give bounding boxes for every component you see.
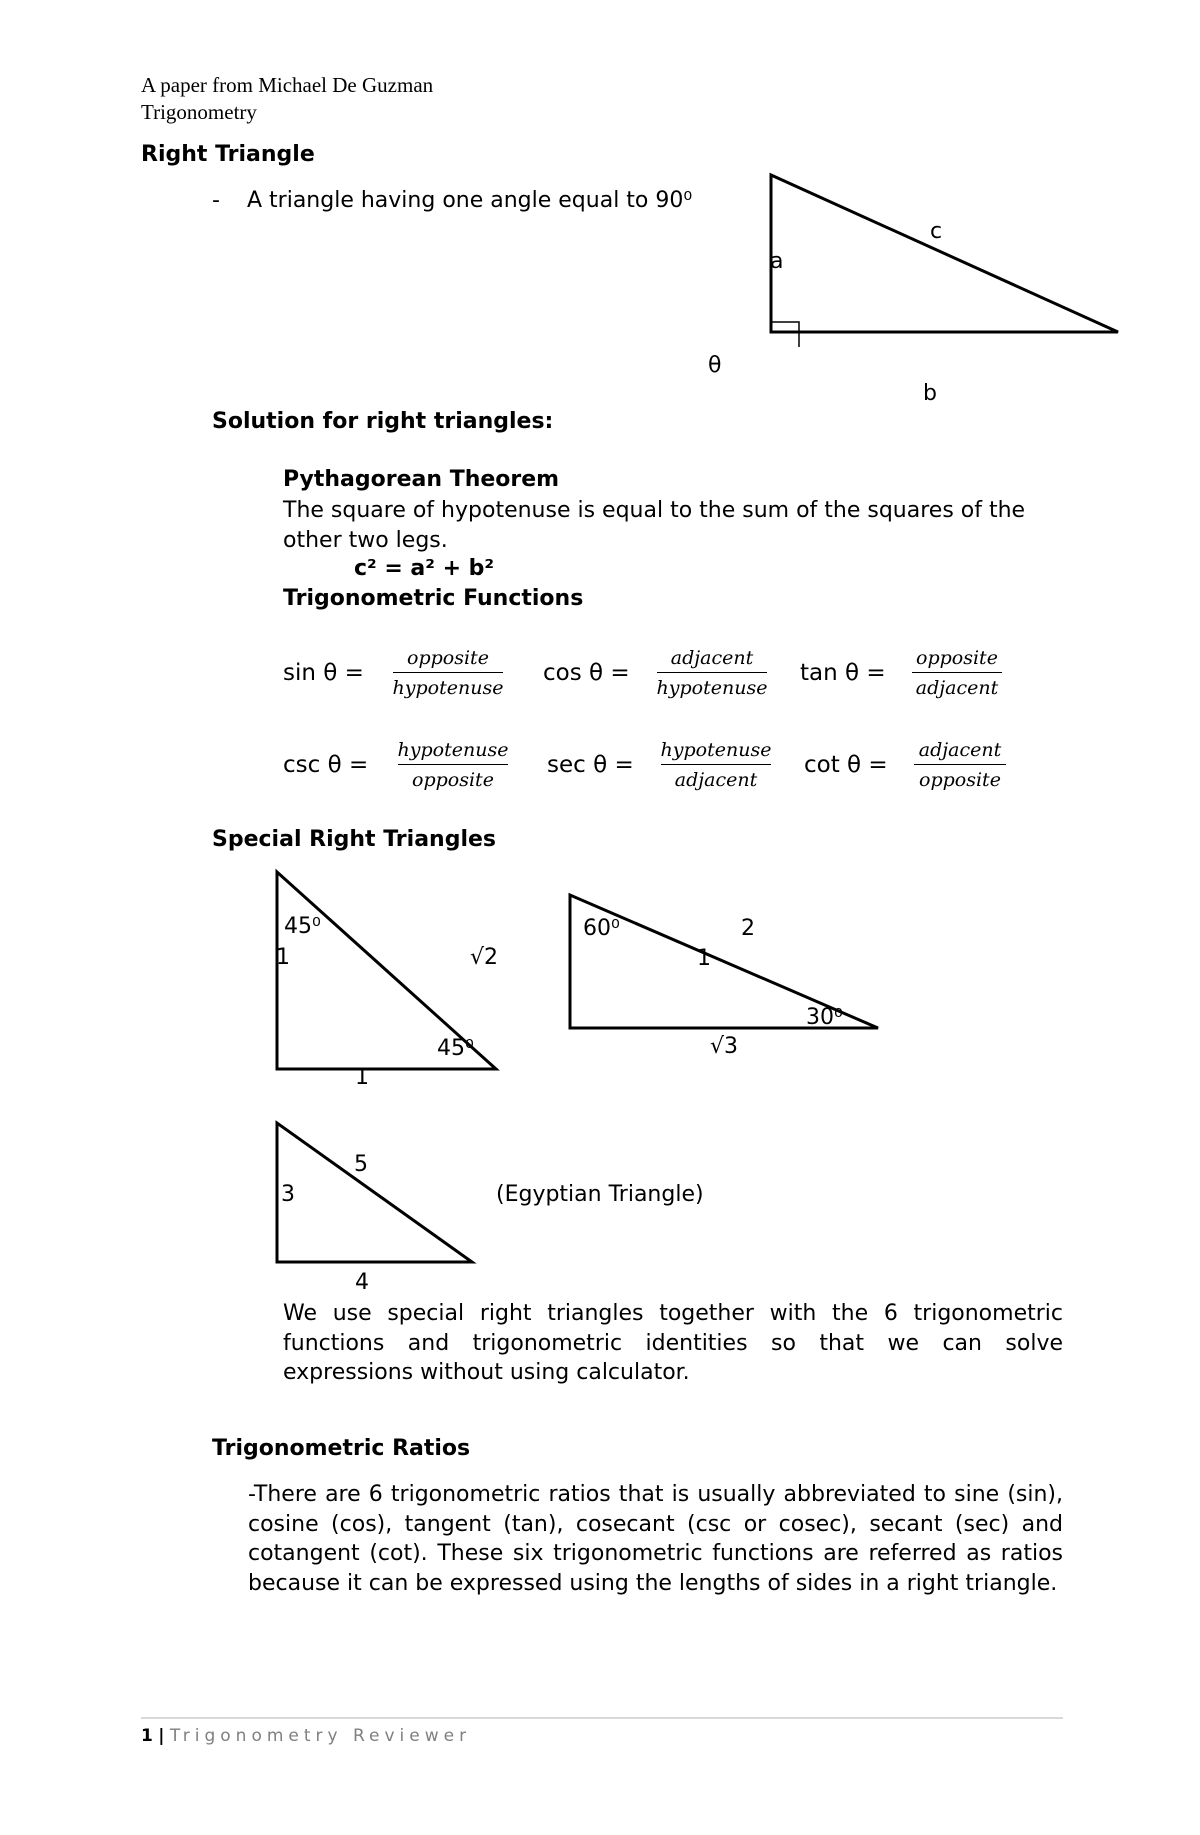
sin-label: sin θ = [283, 660, 364, 686]
egyptian-bottom-side: 4 [355, 1270, 369, 1295]
bullet-dash: - [212, 188, 220, 213]
special-triangles-heading: Special Right Triangles [212, 827, 497, 852]
cos-fraction [657, 646, 767, 700]
egyptian-left-side: 3 [281, 1182, 295, 1207]
cot-numerator: adjacent [918, 739, 1002, 761]
csc-label: csc θ = [283, 752, 369, 778]
tan-fraction [912, 646, 1002, 700]
header-author: A paper from Michael De Guzman [141, 73, 434, 97]
sec-label: sec θ = [547, 752, 634, 778]
tri45-hypotenuse: √2 [470, 945, 499, 970]
sin-fraction [393, 646, 503, 700]
egyptian-triangle [277, 1123, 472, 1262]
sec-numerator: hypotenuse [660, 739, 772, 761]
special-triangles-note: We use special right triangles together with the 6 trigonometric functions and trigonometric identities so that we can solve expressions without using calculator. [283, 1301, 1063, 1385]
trig-functions-title: Trigonometric Functions [283, 586, 584, 611]
fraction-bar [657, 672, 767, 673]
label-theta: θ [708, 353, 722, 378]
tri45-top-angle: 45⁰ [284, 914, 321, 939]
right-triangle-definition: A triangle having one angle equal to 90⁰ [247, 188, 693, 213]
tan-numerator: opposite [916, 647, 998, 669]
csc-denominator: opposite [412, 769, 494, 791]
cos-label: cos θ = [543, 660, 630, 686]
cot-label: cot θ = [804, 752, 888, 778]
footer-separator: | [158, 1726, 165, 1746]
header-subject: Trigonometry [141, 100, 257, 124]
cos-numerator: adjacent [670, 647, 754, 669]
footer-title: Trigonometry Reviewer [169, 1726, 472, 1746]
trig-ratios-text: -There are 6 trigonometric ratios that is usually abbreviated to sine (sin), cosine (cos), tangent (tan), cosecant (csc or cosec), secant (sec) and cotangent (cot). These six trigonometric functions are referred as ratios because it can be expressed using the lengths of sides in a right triangle. [248, 1482, 1063, 1596]
tri45-bottom-angle: 45⁰ [437, 1036, 474, 1061]
pythagorean-formula: c² = a² + b² [354, 556, 495, 581]
label-a: a [770, 249, 784, 274]
solution-heading: Solution for right triangles: [212, 409, 554, 434]
pythagorean-title: Pythagorean Theorem [283, 467, 560, 492]
sec-denominator: adjacent [674, 769, 758, 791]
fraction-bar [661, 764, 771, 765]
sin-numerator: opposite [407, 647, 489, 669]
csc-numerator: hypotenuse [397, 739, 509, 761]
cot-fraction [914, 738, 1006, 792]
cot-denominator: opposite [919, 769, 1001, 791]
tri3060-top-angle: 60⁰ [583, 916, 620, 941]
sin-denominator: hypotenuse [392, 677, 504, 699]
tan-label: tan θ = [800, 660, 886, 686]
tri45-left-side: 1 [276, 945, 290, 970]
cos-denominator: hypotenuse [656, 677, 768, 699]
tan-denominator: adjacent [915, 677, 999, 699]
label-c: c [930, 219, 943, 244]
footer [141, 1726, 471, 1746]
pythagorean-text: The square of hypotenuse is equal to the sum of the squares of the other two legs. [283, 498, 1026, 553]
label-b: b [923, 381, 937, 406]
fraction-bar [393, 672, 503, 673]
footer-page-number: 1 [141, 1726, 153, 1746]
csc-fraction [398, 738, 508, 792]
egyptian-caption: (Egyptian Triangle) [496, 1182, 704, 1207]
fraction-bar [912, 672, 1002, 673]
tri3060-bottom-side: √3 [710, 1034, 739, 1059]
fraction-bar [398, 764, 508, 765]
tri3060-bottom-angle: 30⁰ [806, 1005, 843, 1030]
trig-ratios-heading: Trigonometric Ratios [212, 1436, 471, 1461]
right-triangle-figure [771, 175, 1118, 347]
egyptian-hypotenuse: 5 [354, 1152, 368, 1177]
right-triangle-heading: Right Triangle [141, 142, 315, 167]
tri3060-short-side: 1 [697, 946, 711, 971]
fraction-bar [914, 764, 1006, 765]
sec-fraction [661, 738, 771, 792]
tri45-bottom-side: 1 [355, 1065, 369, 1090]
tri3060-hypotenuse: 2 [741, 916, 755, 941]
